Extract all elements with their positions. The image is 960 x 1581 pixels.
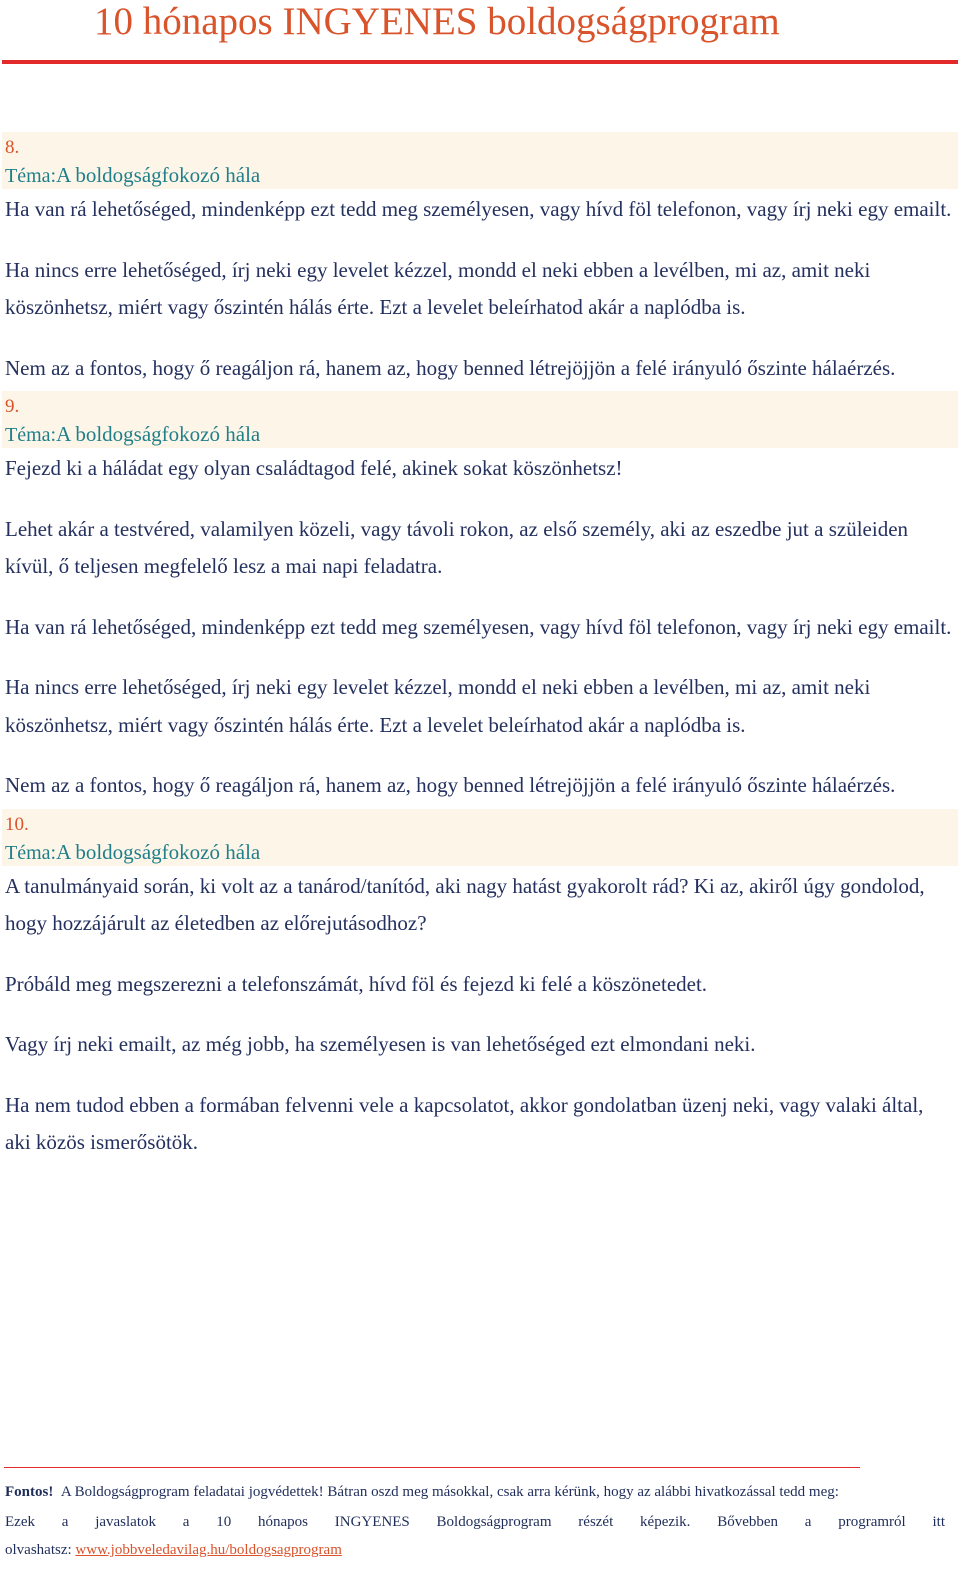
footer-divider <box>4 1467 860 1468</box>
task-paragraph: Ha nincs erre lehetőséged, írj neki egy levelet kézzel, mondd el neki ebben a levélben, mi az, amit neki köszönhetsz, miért vagy őszintén hálás érte. Ezt a levelet beleírhatod akár a naplódba is. <box>5 675 871 737</box>
task-header <box>2 391 958 448</box>
more-prefix: olvashatsz: <box>5 1542 72 1558</box>
task-paragraph: Ha van rá lehetőséged, mindenképp ezt tedd meg személyesen, vagy hívd föl telefonon, vagy írj neki egy emailt. <box>5 197 952 221</box>
notice-text: A Boldogságprogram feladatai jogvédettek! Bátran oszd meg másokkal, csak arra kérünk, hogy az alábbi hivatkozással tedd meg: <box>60 1484 839 1500</box>
topic-label: Téma: <box>5 424 57 446</box>
topic-name: A boldogságfokozó hála <box>56 163 261 187</box>
task-paragraph: Ha nincs erre lehetőséged, írj neki egy levelet kézzel, mondd el neki ebben a levélben, mi az, amit neki köszönhetsz, miért vagy őszintén hálás érte. Ezt a levelet beleírhatod akár a naplódba is. <box>5 257 871 319</box>
task-paragraph: A tanulmányaid során, ki volt az a tanárod/tanítód, aki nagy hatást gyakorolt rád? Ki az, akiről úgy gondolod, hogy hozzájárult az életedben az előrejutásodhoz? <box>5 873 925 935</box>
task-paragraph: Ha van rá lehetőséged, mindenképp ezt tedd meg személyesen, vagy hívd föl telefonon, vagy írj neki egy emailt. <box>5 614 952 639</box>
task-item-8 <box>0 132 960 387</box>
credit-text: Ezek a javaslatok a 10 hónapos INGYENES Boldogságprogram részét képezik. Bővebben a programról itt <box>5 1514 945 1530</box>
task-item-9 <box>0 391 960 805</box>
important-label: Fontos! <box>5 1484 54 1500</box>
task-paragraph: Fejezd ki a háládat egy olyan családtagod felé, akinek sokat köszönhetsz! <box>5 456 623 480</box>
task-paragraph: Ha nem tudod ebben a formában felvenni vele a kapcsolatot, akkor gondolatban üzenj neki, vagy valaki által, aki közös ismerősötök. <box>5 1092 924 1154</box>
task-paragraph: Vagy írj neki emailt, az még jobb, ha személyesen is van lehetőséged ezt elmondani neki. <box>5 1032 756 1056</box>
task-paragraph: Nem az a fontos, hogy ő reagáljon rá, hanem az, hogy benned létrejöjjön a felé irányuló őszinte hálaérzés. <box>5 355 896 380</box>
task-header <box>2 132 958 189</box>
task-number: 9. <box>5 396 20 417</box>
page-title: 10 hónapos INGYENES boldogságprogram <box>94 0 780 43</box>
topic-name: A boldogságfokozó hála <box>56 422 261 446</box>
topic-label: Téma: <box>5 165 57 187</box>
more-info <box>5 1540 945 1560</box>
topic-name: A boldogságfokozó hála <box>56 839 261 864</box>
task-number: 8. <box>5 137 20 158</box>
page-header <box>0 0 960 66</box>
task-topic <box>5 420 958 448</box>
task-paragraph: Nem az a fontos, hogy ő reagáljon rá, hanem az, hogy benned létrejöjjön a felé irányuló őszinte hálaérzés. <box>5 773 896 797</box>
task-paragraph: Lehet akár a testvéred, valamilyen közeli, vagy távoli rokon, az első személy, aki az eszedbe jut a szüleiden kívül, ő teljesen megfelelő lesz a mai napi feladatra. <box>5 516 909 578</box>
task-number: 10. <box>5 813 29 835</box>
task-topic <box>5 838 958 866</box>
copyright-notice <box>5 1482 945 1502</box>
topic-label: Téma: <box>5 841 57 864</box>
program-link[interactable]: www.jobbveledavilag.hu/boldogsagprogram <box>75 1542 342 1558</box>
task-topic <box>5 161 958 189</box>
task-item-10 <box>0 809 960 1162</box>
task-header <box>2 809 958 866</box>
task-list <box>0 132 960 1185</box>
task-paragraph: Próbáld meg megszerezni a telefonszámát, hívd föl és fejezd ki felé a köszönetedet. <box>5 971 708 996</box>
header-divider <box>2 60 958 64</box>
